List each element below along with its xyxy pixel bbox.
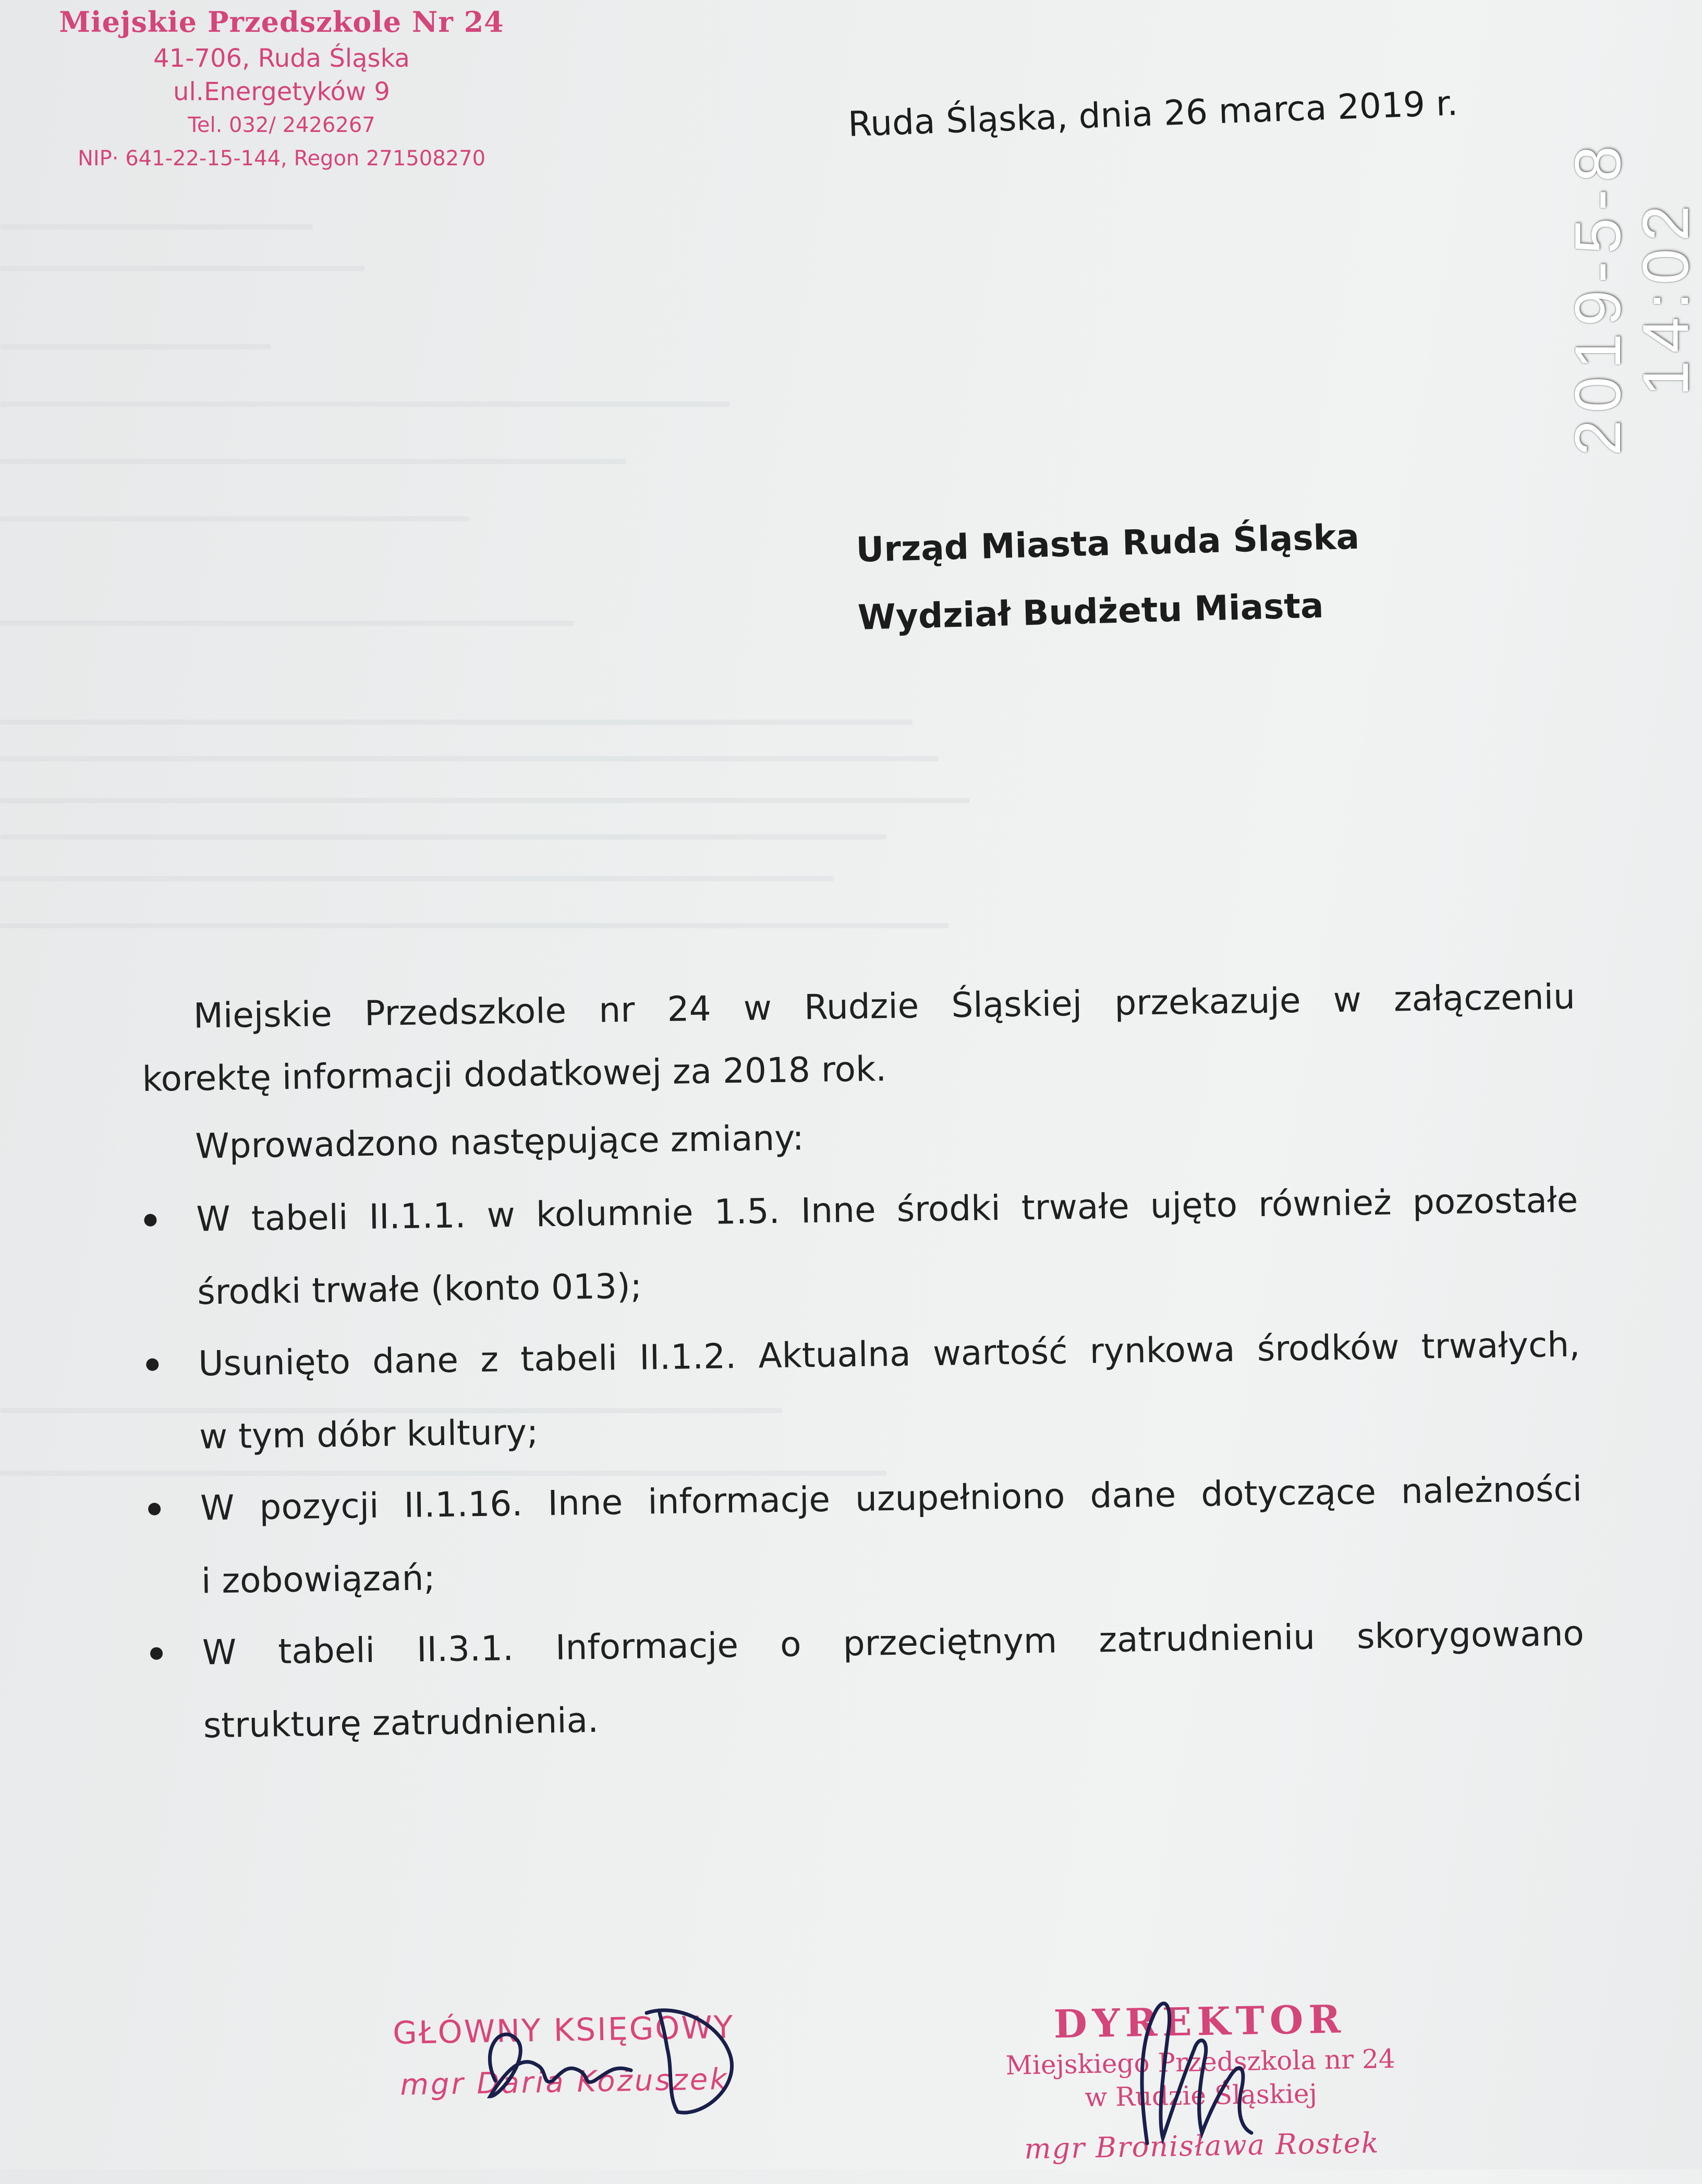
list-item [145, 1308, 1582, 1474]
director-name: mgr Bronisława Rostek [1024, 2126, 1380, 2166]
list-item-line-1: W pozycji II.1.16. Inne informacje uzupełniono dane dotyczące należności [200, 1469, 1583, 1528]
list-item-line-2: środki trwałe (konto 013); [197, 1266, 642, 1313]
letterhead-name: Miejskie Przedszkole Nr 24 [59, 5, 504, 39]
list-item-line-1: W tabeli II.1.1. w kolumnie 1.5. Inne środki trwałe ujęto również pozostałe [196, 1180, 1578, 1240]
show-through-line [0, 923, 949, 928]
show-through-line [0, 621, 574, 626]
camera-timestamp: 2019-5-8 14:02 [1562, 138, 1702, 456]
letter-body [141, 961, 1586, 1762]
intro-paragraph-first-line: Miejskie Przedszkole nr 24 w Rudzie Śląskiej przekazuje w załączeniu [193, 976, 1576, 1036]
show-through-line [0, 344, 271, 349]
director-signature-icon [1085, 1971, 1304, 2159]
bullet-icon [144, 1214, 156, 1227]
recipient-line-1: Urząd Miasta Ruda Śląska [855, 516, 1360, 570]
show-through-line [0, 798, 970, 803]
show-through-line [0, 516, 469, 521]
show-through-line [0, 266, 365, 271]
show-through-line [0, 876, 834, 881]
changes-heading: Wprowadzono następujące zmiany: [194, 1118, 805, 1167]
show-through-line [0, 459, 626, 464]
show-through-line [0, 834, 886, 840]
list-item-line-1: Usunięto dane z tabeli II.1.2. Aktualna wartość rynkowa środków trwałych, [198, 1324, 1581, 1384]
director-org-line-2: w Rudzie Śląskiej [1084, 2078, 1318, 2113]
show-through-line [0, 402, 730, 407]
letterhead-phone: Tel. 032/ 2426267 [188, 113, 375, 137]
list-item-line-1: W tabeli II.3.1. Informacje o przeciętnym zatrudnieniu skorygowano [202, 1613, 1585, 1673]
changes-list [143, 1164, 1585, 1763]
recipient-block [855, 503, 1362, 652]
director-title: DYREKTOR [1053, 1997, 1346, 2047]
date-line: Ruda Śląska, dnia 26 marca 2019 r. [847, 83, 1459, 144]
bullet-icon [148, 1503, 161, 1515]
list-item [143, 1164, 1579, 1330]
list-item [148, 1453, 1584, 1619]
bullet-icon [146, 1358, 159, 1371]
show-through-line [0, 720, 913, 725]
letterhead-city: 41-706, Ruda Śląska [153, 44, 410, 73]
show-through-line [0, 224, 313, 229]
list-item-line-2: i zobowiązań; [201, 1558, 436, 1601]
list-item [150, 1597, 1586, 1763]
accountant-signature-icon [459, 1992, 761, 2128]
list-item-line-2: strukturę zatrudnienia. [203, 1700, 599, 1746]
show-through-line [0, 756, 939, 761]
bullet-icon [150, 1647, 163, 1660]
accountant-name: mgr Daria Kożuszek [399, 2062, 730, 2102]
list-item-line-2: w tym dóbr kultury; [199, 1412, 539, 1457]
letterhead-stamp [47, 5, 516, 175]
recipient-line-2: Wydział Budżetu Miasta [857, 585, 1324, 638]
director-org-line-1: Miejskiego Przedszkola nr 24 [1005, 2043, 1396, 2081]
accountant-title: GŁÓWNY KSIĘGOWY [392, 2009, 735, 2052]
letterhead-ids: NIP· 641-22-15-144, Regon 271508270 [77, 147, 486, 171]
letterhead-street: ul.Energetyków 9 [173, 77, 390, 106]
intro-paragraph-second-line: korektę informacji dodatkowej za 2018 rok. [142, 1049, 887, 1099]
